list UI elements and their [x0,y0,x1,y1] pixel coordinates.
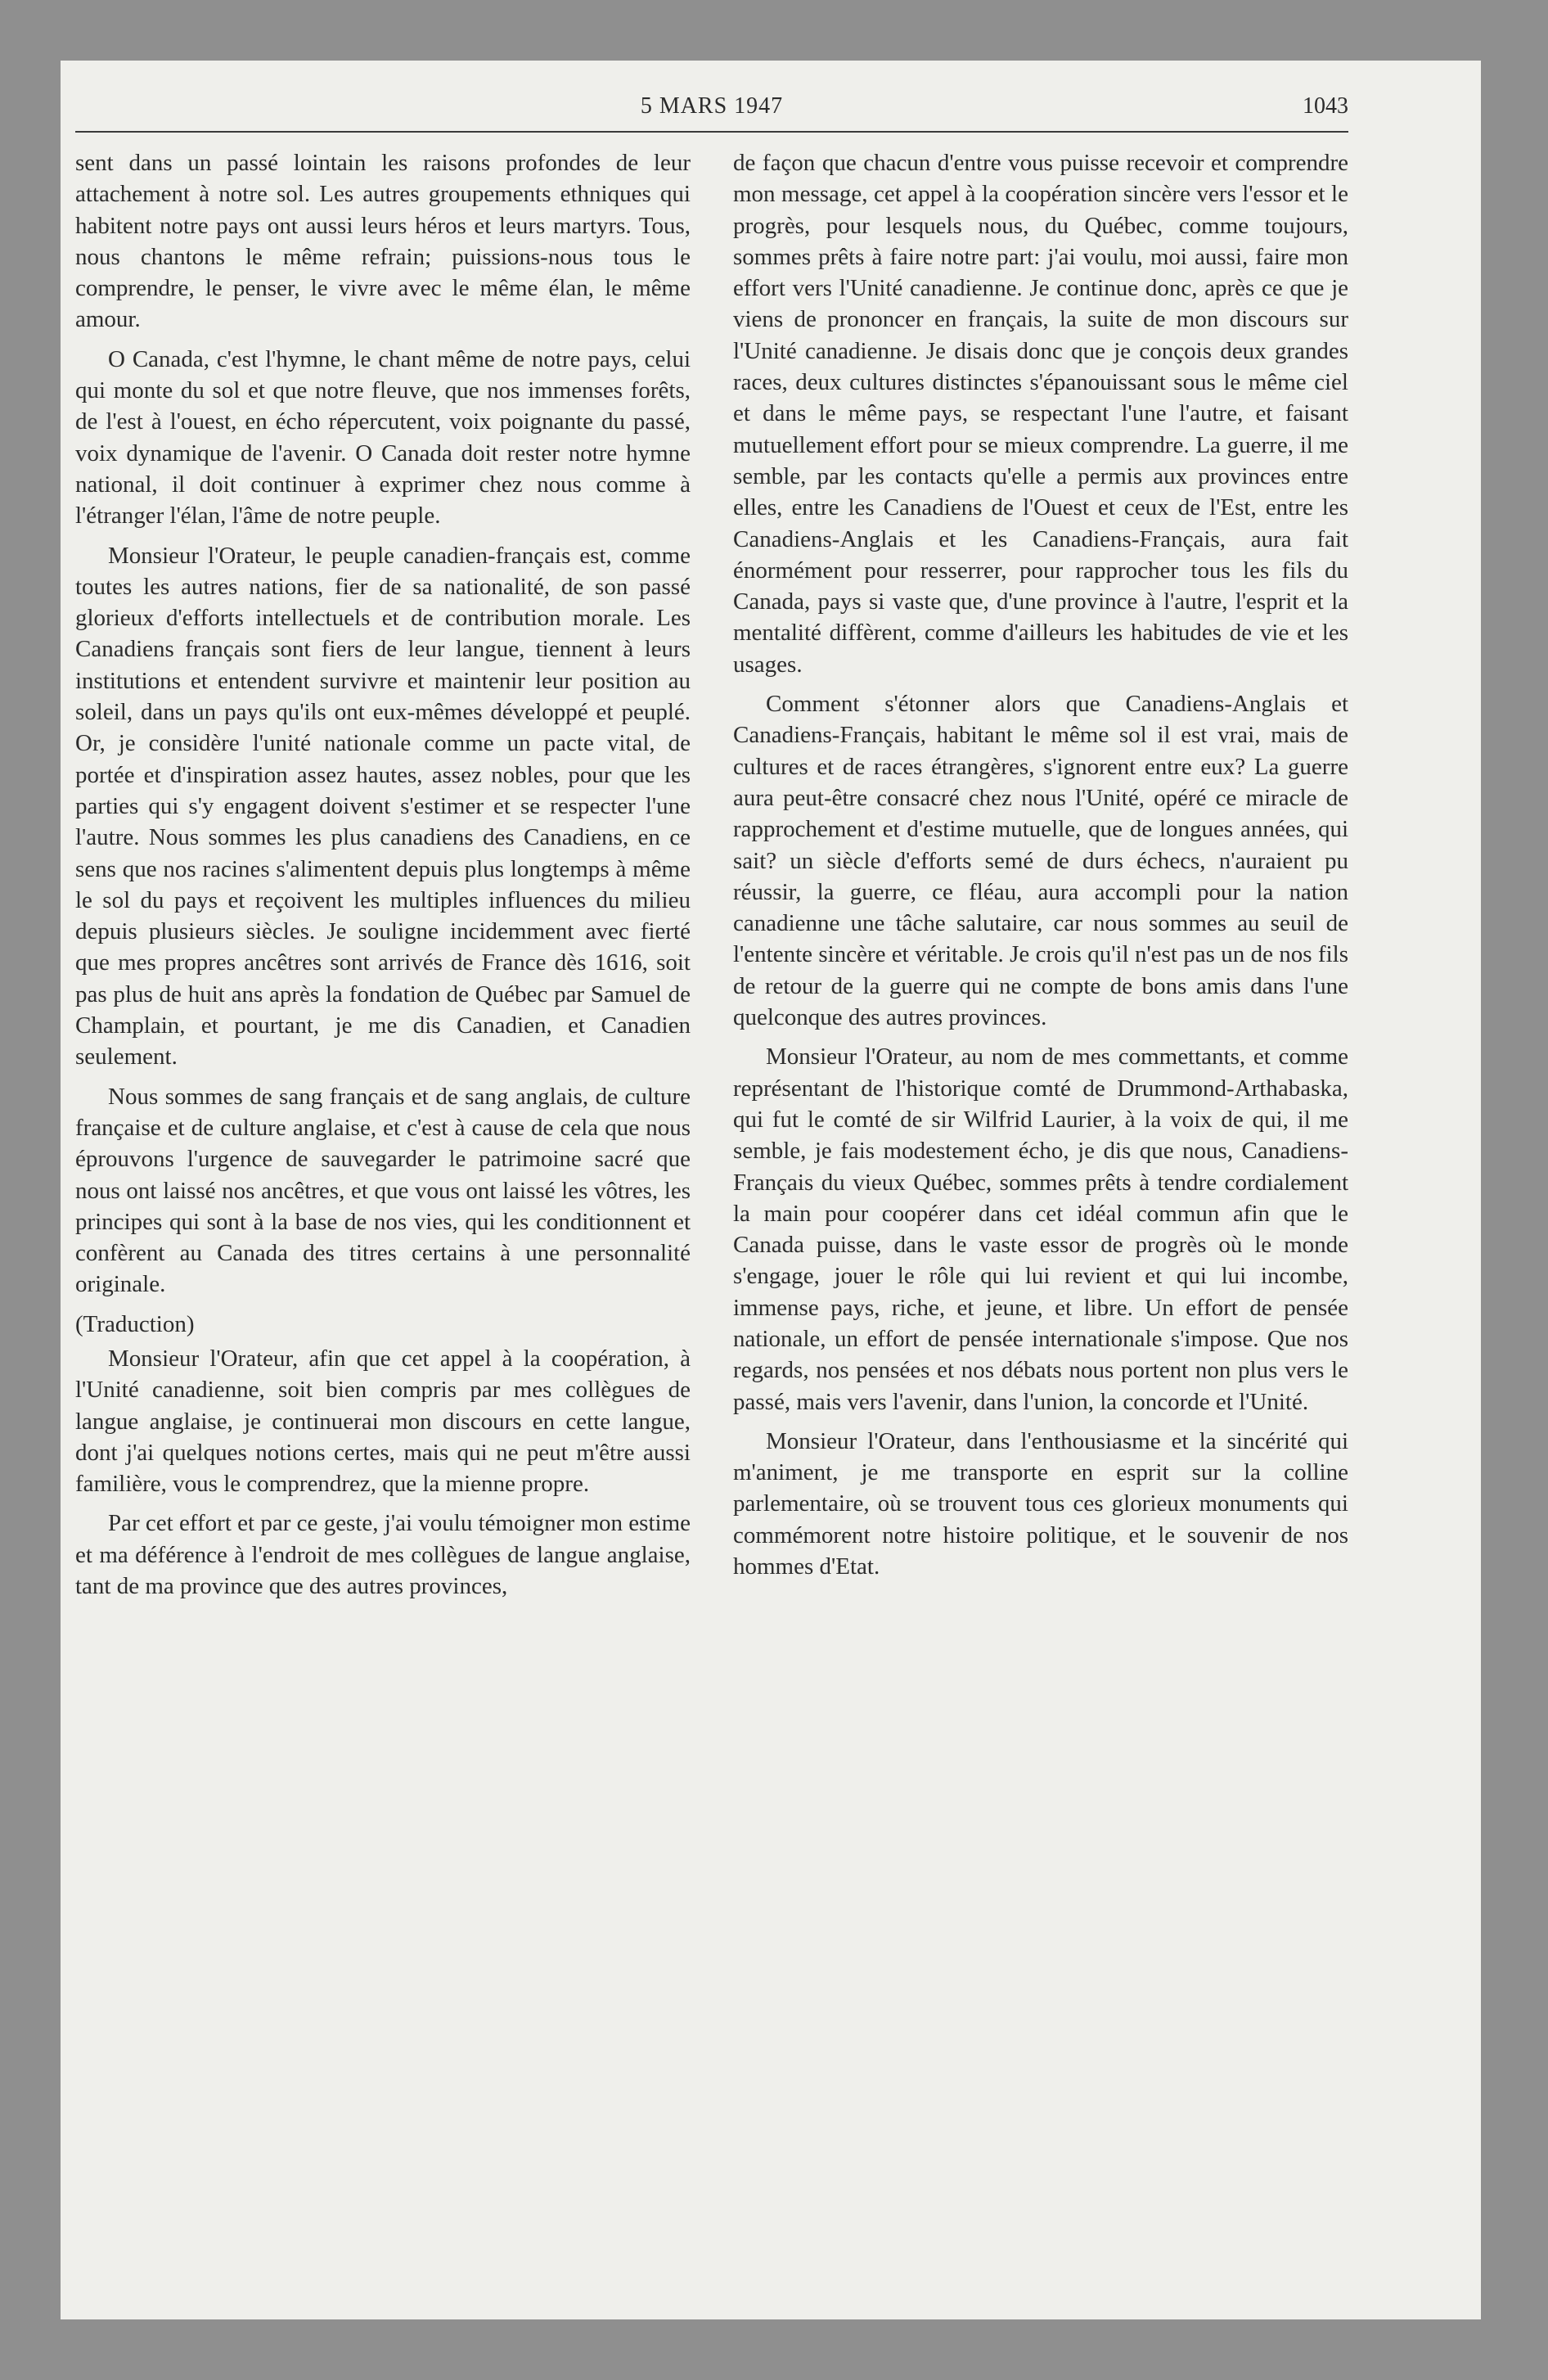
paragraph: Monsieur l'Orateur, au nom de mes commettants, et comme représentant de l'historique comté de Drummond-Arthabaska, qui fut le comté de sir Wilfrid Laurier, à la voix de qui, il me semble, je fais modestement écho, je dis que nous, Canadiens-Français du vieux Québec, sommes prêts à tendre cordialement la main pour coopérer dans cet idéal commun afin que le Canada puisse, dans le vaste essor de progrès où le monde s'engage, jouer le rôle qui lui revient et qui lui incombe, immense pays, riche, et jeune, et libre. Un effort de pensée nationale, un effort de pensée internationale s'impose. Que nos regards, nos pensées et nos débats nous portent non plus vers le passé, mais vers l'avenir, dans l'union, la concorde et l'Unité. [733,1044,1348,1415]
page-header [75,93,1348,128]
paragraph: sent dans un passé lointain les raisons profondes de leur attachement à notre sol. Les autres groupements ethniques qui habitent notre pays ont aussi leurs héros et leurs martyrs. Tous, nous chantons le même refrain; puissions-nous tous le comprendre, le penser, le vivre avec le même élan, le même amour. [75,150,691,333]
paragraph: Comment s'étonner alors que Canadiens-Anglais et Canadiens-Français, habitant le même sol il est vrai, mais de cultures et de races étrangères, s'ignorent entre eux? La guerre aura peut-être consacré chez nous l'Unité, opéré ce miracle de rapprochement et d'estime mutuelle, que de longues années, qui sait? un siècle d'efforts semé de durs échecs, n'auraient pu réussir, la guerre, ce fléau, aura accompli pour la nation canadienne une tâche salutaire, car nous sommes au seuil de l'entente sincère et véritable. Je crois qu'il n'est pas un de nos fils de retour de la guerre qui ne compte de bons amis dans l'une quelconque des autres provinces. [733,691,1348,1031]
left-column [75,147,691,1602]
paragraph: Monsieur l'Orateur, le peuple canadien-français est, comme toutes les autres nations, fier de sa nationalité, de son passé glorieux d'efforts intellectuels et de contribution morale. Les Canadiens français sont fiers de leur langue, tiennent à leurs institutions et entendent survivre et maintenir leur position au soleil, dans un pays qu'ils ont eux-mêmes développé et peuplé. Or, je considère l'unité nationale comme un pacte vital, de portée et d'inspiration assez hautes, assez nobles, pour que les parties qui s'y engagent doivent s'estimer et se respecter l'une l'autre. Nous sommes les plus canadiens des Canadiens, en ce sens que nos racines s'alimentent depuis plus longtemps à même le sol du pays et reçoivent les multiples influences du milieu depuis plusieurs siècles. Je souligne incidemment avec fierté que mes propres ancêtres sont arrivés de France dès 1616, soit pas plus de huit ans après la fondation de Québec par Samuel de Champlain, et pourtant, je me dis Canadien, et Canadien seulement. [75,542,691,1071]
page-number: 1043 [1303,93,1348,119]
right-column [733,147,1348,1582]
paragraph: Par cet effort et par ce geste, j'ai voulu témoigner mon estime et ma déférence à l'endroit de mes collègues de langue anglaise, tant de ma province que des autres provinces, [75,1510,691,1600]
paragraph: Monsieur l'Orateur, dans l'enthousiasme et la sincérité qui m'animent, je me transporte en esprit sur la colline parlementaire, où se trouvent tous ces glorieux monuments qui commémorent notre histoire politique, et le souvenir de nos hommes d'Etat. [733,1427,1348,1580]
header-rule [75,131,1348,133]
page-date: 5 MARS 1947 [640,93,784,119]
paragraph: O Canada, c'est l'hymne, le chant même de notre pays, celui qui monte du sol et que notre fleuve, que nos immenses forêts, de l'est à l'ouest, en écho répercutent, voix poignante du passé, voix dynamique de l'avenir. O Canada doit rester notre hymne national, il doit continuer à exprimer chez nous comme à l'étranger l'élan, l'âme de notre peuple. [75,345,691,530]
paragraph: Nous sommes de sang français et de sang anglais, de culture française et de culture anglaise, et c'est à cause de cela que nous éprouvons l'urgence de sauvegarder le patrimoine sacré que nous ont laissé nos ancêtres, et que vous ont laissé les vôtres, les principes qui sont à la base de nos vies, qui les conditionnent et confèrent au Canada des titres certains à une personnalité originale. [75,1083,691,1298]
paragraph: Monsieur l'Orateur, afin que cet appel à la coopération, à l'Unité canadienne, soit bien compris par mes collègues de langue anglaise, je continuerai mon discours en cette langue, dont j'ai quelques notions certes, mais qui ne peut m'être aussi familière, vous le comprendrez, que la mienne propre. [75,1345,691,1498]
paragraph: de façon que chacun d'entre vous puisse recevoir et comprendre mon message, cet appel à la coopération sincère vers l'essor et le progrès, pour lesquels nous, du Québec, comme toujours, sommes prêts à faire notre part: j'ai voulu, moi aussi, faire mon effort vers l'Unité canadienne. Je continue donc, après ce que je viens de prononcer en français, la suite de mon discours sur l'Unité canadienne. Je disais donc que je conçois deux grandes races, deux cultures distinctes s'épanouissant sous le même ciel et dans le même pays, se respectant l'une l'autre, et faisant mutuellement effort pour se mieux comprendre. La guerre, il me semble, par les contacts qu'elle a permis aux provinces entre elles, entre les Canadiens de l'Ouest et ceux de l'Est, entre les Canadiens-Anglais et les Canadiens-Français, aura fait énormément pour resserrer, pour rapprocher tous les fils du Canada, pays si vaste que, d'une province à l'autre, l'esprit et la mentalité diffèrent, comme d'ailleurs les habitudes de vie et les usages. [733,150,1348,678]
translation-note: (Traduction) [75,1310,195,1337]
